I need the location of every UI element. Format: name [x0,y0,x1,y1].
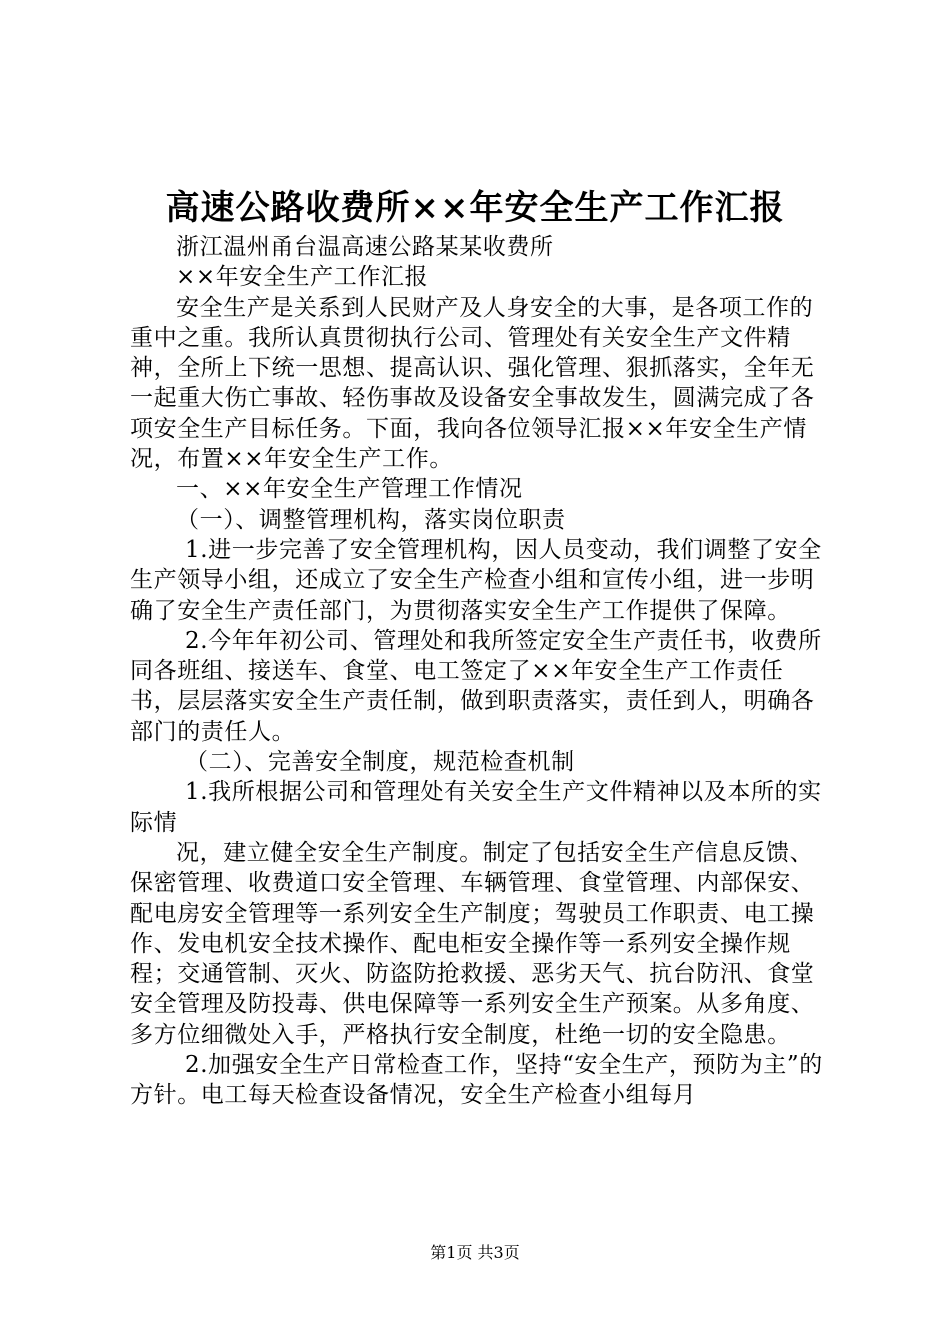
paragraph-intro: 安全生产是关系到人民财产及人身安全的大事，是各项工作的重中之重。我所认真贯彻执行公司、管理处有关安全生产文件精神，全所上下统一思想、提高认识、强化管理、狠抓落实，全年无一起重大伤亡事故、轻伤事故及设备安全事故发生，圆满完成了各项安全生产目标任务。下面，我向各位领导汇报××年安全生产情况，布置××年安全生产工作。 [130,294,815,473]
document-body [130,232,830,1111]
paragraph-item-3-continued: 况，建立健全安全生产制度。制定了包括安全生产信息反馈、保密管理、收费道口安全管理、车辆管理、食堂管理、内部保安、配电房安全管理等一系列安全生产制度；驾驶员工作职责、电工操作、发电机安全技术操作、配电柜安全操作等一系列安全操作规程；交通管制、灭火、防盗防抢救援、恶劣天气、抗台防汛、食堂安全管理及防投毒、供电保障等一系列安全生产预案。从多角度、多方位细微处入手，严格执行安全制度，杜绝一切的安全隐患。 [130,839,815,1048]
section-heading-1: 一、××年安全生产管理工作情况 [176,476,523,503]
document-title: 高速公路收费所××年安全生产工作汇报 [165,188,785,228]
paragraph-item-1: 1.进一步完善了安全管理机构，因人员变动，我们调整了安全生产领导小组，还成立了安全生产检查小组和宣传小组，进一步明确了安全生产责任部门，为贯彻落实安全生产工作提供了保障。 [130,536,822,624]
paragraph-item-3: 1.我所根据公司和管理处有关安全生产文件精神以及本所的实际情 [130,779,822,836]
paragraph-item-2: 2.今年年初公司、管理处和我所签定安全生产责任书，收费所同各班组、接送车、食堂、电工签定了××年安全生产工作责任书，层层落实安全生产责任制，做到职责落实，责任到人，明确各部门的责任人。 [130,627,822,745]
page-footer: 第1页 共3页 [430,1243,520,1262]
subsection-heading-2: （二）、完善安全制度，规范检查机制 [185,749,575,776]
paragraph-organization: 浙江温州甬台温高速公路某某收费所 [176,234,554,260]
paragraph-item-4: 2.加强安全生产日常检查工作，坚持“安全生产，预防为主”的方针。电工每天检查设备情况，安全生产检查小组每月 [130,1052,823,1109]
subsection-heading-1: （一）、调整管理机构，落实岗位职责 [176,506,566,533]
paragraph-subtitle: ××年安全生产工作汇报 [176,264,429,291]
